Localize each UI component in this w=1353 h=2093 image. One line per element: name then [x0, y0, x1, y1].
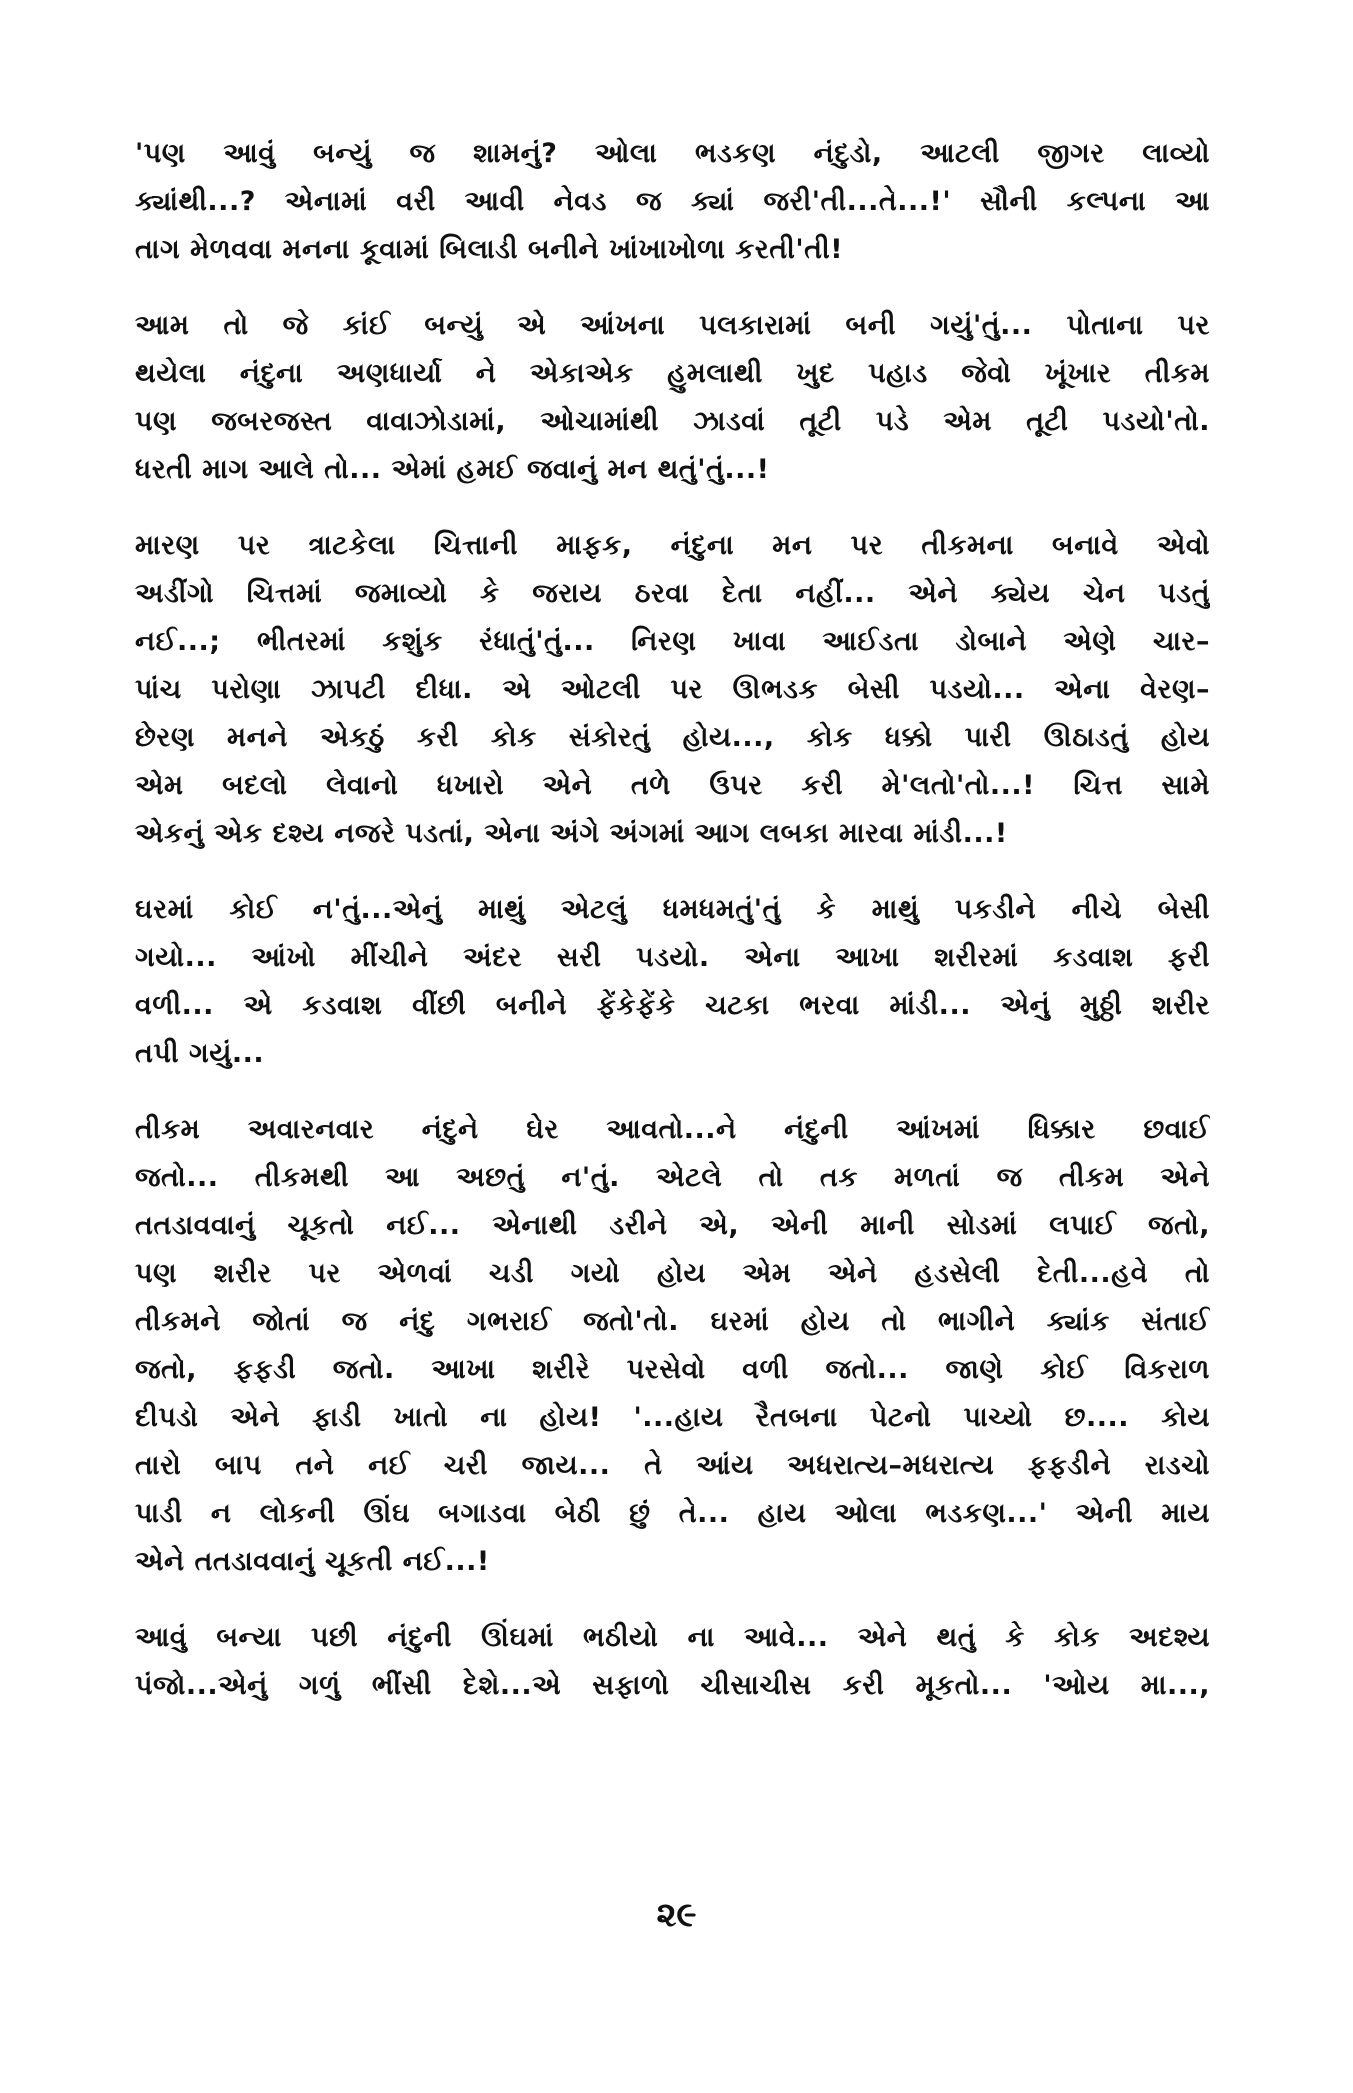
text-line: આવું બન્યા પછી નંદુની ઊંઘમાં ભઠીયો ના આવે... એને થતું કે કોક અદશ્ય: [135, 1622, 1210, 1653]
text-line: જતો... તીકમથી આ અછતું ન'તું. એટલે તો તક મળતાં જ તીકમ એને: [135, 1162, 1210, 1193]
text-line: પાંચ પરોણા ઝાપટી દીધા. એ ઓટલી પર ઊભડક બેસી પડયો... એના વેરણ–: [135, 674, 1210, 705]
text-line: તપી ગયું...: [135, 1038, 265, 1069]
page-number: ૨૯: [656, 1895, 697, 1935]
paragraph-4: [135, 886, 1210, 1078]
text-line: તતડાવવાનું ચૂકતો નઈ... એનાથી ડરીને એ, એની માની સોડમાં લપાઈ જતો,: [135, 1210, 1210, 1241]
text-line: એમ બદલો લેવાનો ધખારો એને તળે ઉપર કરી મે'લતો'તો...! ચિત્ત સામે: [135, 770, 1210, 801]
text-line: જતો, ફફડી જતો. આખા શરીરે પરસેવો વળી જતો... જાણે કોઈ વિકરાળ: [135, 1354, 1210, 1385]
text-line: તારો બાપ તને નઈ ચરી જાય... તે આંય અધરાત્ય–મધરાત્ય ફફડીને રાડચો: [135, 1450, 1210, 1481]
text-line: ધરતી માગ આલે તો... એમાં હમઈ જવાનું મન થતું'તું...!: [135, 454, 770, 485]
text-line: એને તતડાવવાનું ચૂકતી નઈ...!: [135, 1546, 490, 1577]
text-line: પણ શરીર પર એળવાં ચડી ગયો હોય એમ એને હડસેલી દેતી...હવે તો: [135, 1258, 1210, 1289]
text-line: ગયો... આંખો મીંચીને અંદર સરી પડયો. એના આખા શરીરમાં કડવાશ ફરી: [135, 942, 1210, 973]
paragraph-1: [135, 130, 1210, 274]
text-line: આમ તો જે કાંઈ બન્યું એ આંખના પલકારામાં બની ગયું'તું... પોતાના પર: [135, 310, 1210, 341]
text-line: એકનું એક દશ્ય નજરે પડતાં, એના અંગે અંગમાં આગ લબકા મારવા માંડી...!: [135, 818, 1008, 849]
text-line: પંજો...એનું ગળું ભીંસી દેશે...એ સફાળો ચીસાચીસ કરી મૂકતો... 'ઓય મા...,: [135, 1670, 1210, 1701]
text-line: નઈ...; ભીતરમાં કશુંક રંધાતું'તું... નિરણ ખાવા આઈડતા ડોબાને એણે ચાર–: [135, 626, 1210, 657]
text-line: 'પણ આવું બન્યું જ શામનું? ઓલા ભડકણ નંદુડો, આટલી જીગર લાવ્યો: [135, 138, 1210, 169]
text-line: પાડી ન લોકની ઊંઘ બગાડવા બેઠી છું તે... હાય ઓલા ભડકણ...' એની માય: [135, 1498, 1210, 1529]
paragraph-3: [135, 522, 1210, 858]
text-line: તીકમ અવારનવાર નંદુને ઘેર આવતો...ને નંદુની આંખમાં ધિક્કાર છવાઈ: [135, 1114, 1210, 1145]
text-line: પણ જબરજસ્ત વાવાઝોડામાં, ઓચામાંથી ઝાડવાં તૂટી પડે એમ તૂટી પડયો'તો.: [135, 406, 1210, 437]
text-line: વળી... એ કડવાશ વીંછી બનીને ફેંકેફેંકે ચટકા ભરવા માંડી... એનું મુઠ્ઠી શરીર: [135, 990, 1210, 1021]
paragraph-5: [135, 1106, 1210, 1586]
text-line: તાગ મેળવવા મનના કૂવામાં બિલાડી બનીને ખાંખાખોળા કરતી'તી!: [135, 234, 844, 265]
text-line: ક્યાંથી...? એનામાં વરી આવી નેવડ જ ક્યાં જરી'તી...તે...!' સૌની કલ્પના આ: [135, 186, 1210, 217]
text-line: ઘરમાં કોઈ ન'તું...એનું માથું એટલું ધમધમતું'તું કે માથું પકડીને નીચે બેસી: [135, 894, 1210, 925]
text-line: અડીંગો ચિત્તમાં જમાવ્યો કે જરાય ઠરવા દેતા નહીં... એને ક્યેય ચેન પડતું: [135, 578, 1210, 609]
text-line: છેરણ મનને એકઠું કરી કોક સંકોરતું હોય..., કોક ધક્કો પારી ઊઠાડતું હોય: [135, 722, 1210, 753]
text-line: મારણ પર ત્રાટકેલા ચિત્તાની માફક, નંદુના મન પર તીકમના બનાવે એવો: [135, 530, 1210, 561]
paragraph-6: [135, 1614, 1210, 1710]
page-body: [135, 130, 1210, 1738]
text-line: થયેલા નંદુના અણધાર્યા ને એકાએક હુમલાથી ખુદ પહાડ જેવો ખૂંખાર તીકમ: [135, 358, 1210, 389]
paragraph-2: [135, 302, 1210, 494]
text-line: દીપડો એને ફાડી ખાતો ના હોય! '...હાય રૈતબના પેટનો પાચ્યો છ.... કોય: [135, 1402, 1210, 1433]
text-line: તીકમને જોતાં જ નંદુ ગભરાઈ જતો'તો. ઘરમાં હોય તો ભાગીને ક્યાંક સંતાઈ: [135, 1306, 1210, 1337]
